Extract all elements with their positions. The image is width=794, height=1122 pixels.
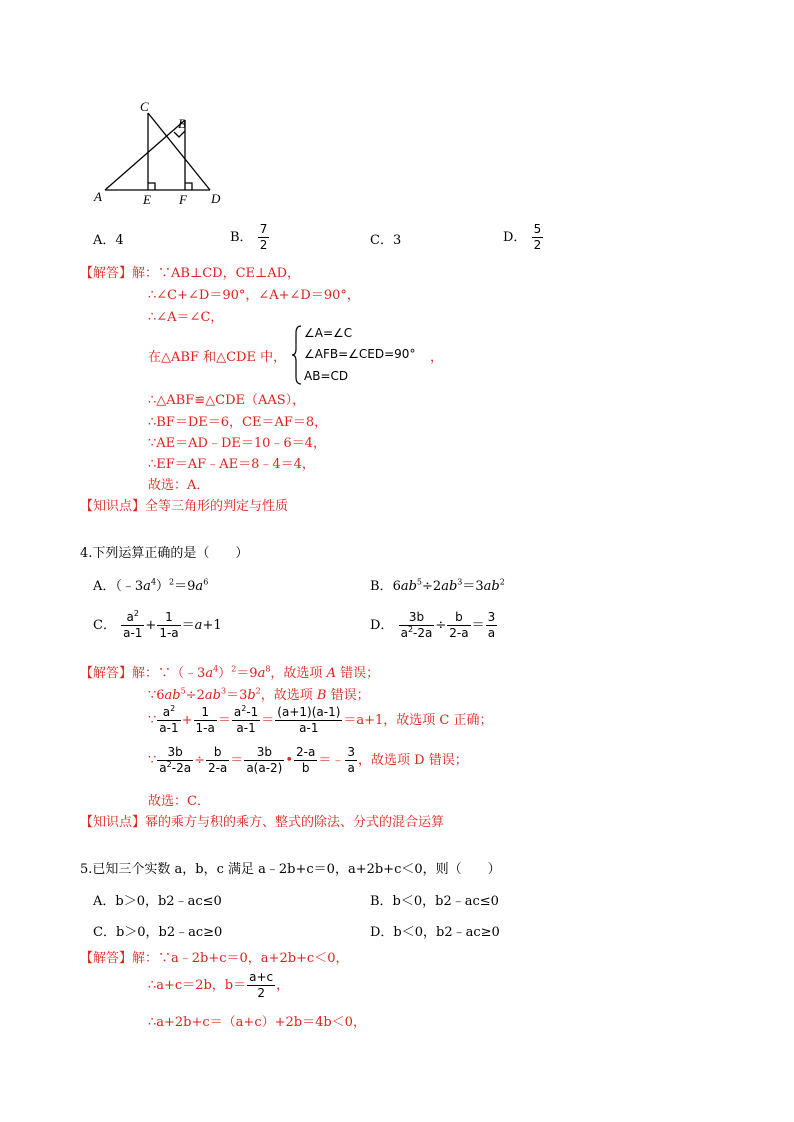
fraction: $\frac{5}{2}$ [533,222,542,252]
option-letter: C． [370,233,393,248]
q5-option-b: B．b＜0，b2﹣ac≤0 [370,894,499,909]
label-c: C [140,99,149,114]
q3-solution-line5: ∴△ABF≌△CDE（AAS）， [148,393,306,408]
q5-stem: 5.已知三个实数 a，b，c 满足 a﹣2b+c＝0，a+2b+c＜0，则（ ） [80,862,501,877]
q3-option-c [370,229,401,248]
q4-sol-d: ∵ $\frac{3b}{a^2-2a}$ ÷ $\frac{b}{2-a}$ ＝ $\frac{3b}{a(a-2)}$ • $\frac{2-a}{b}$ ＝﹣ $\frac{3}{a}$ ，故选项 D 错误； [148,745,468,775]
q4-stem: 4.下列运算正确的是（ ） [80,546,249,561]
label-a: A [94,189,102,204]
solution-tag: 【解答】 [80,266,133,281]
q3-option-d [503,222,544,253]
knowledge-text: 全等三角形的判定与性质 [145,499,289,514]
q3-option-b [230,222,270,253]
q3-solution-line9: 故选：A． [148,478,210,493]
knowledge-tag: 【知识点】 [80,499,146,514]
q3-solution-line3: ∴∠A＝∠C， [148,310,224,325]
q4-option-c: C． $\frac{a^2}{a-1}$ + $\frac{1}{1-a}$ ＝a+1 [93,609,222,640]
q3-solution-line0: 【解答】解：∵AB⊥CD，CE⊥AD， [80,266,301,281]
option-value: 3 [392,233,402,248]
q4-sol-c: ∵ $\frac{a^2}{a-1}$ + $\frac{1}{1-a}$ ＝ $\frac{a^2-1}{a-1}$ ＝ $\frac{(a+1)(a-1)}{a-1}$ ＝a+1，故选项 C 正确； [148,704,493,735]
q4-sol-b: $\because 6ab^5\div 2ab^3=3b^2$，故选项 B 错误； [148,686,370,703]
q3-knowledge [80,495,288,514]
option-letter: B． [230,230,253,245]
q4-option-a: A．$(﹣3a^4)^2=9a^6$ [93,577,209,594]
system-eq-1: ∠A=∠C [304,326,353,340]
q4-option-d: D． $\frac{3b}{a^2-2a}$ ÷ $\frac{b}{2-a}$ ＝ $\frac{3}{a}$ [370,610,496,640]
q4-option-b: B．$6ab^5\div 2ab^3=3ab^2$ [370,577,505,594]
q5-option-a: A．b＞0，b2﹣ac≤0 [93,894,222,909]
q3-option-a [93,229,124,248]
q5-option-d: D．b＜0，b2﹣ac≥0 [370,925,500,940]
system-eq-2: ∠AFB=∠CED=90° [304,347,416,361]
q4-knowledge: 【知识点】幂的乘方与积的乘方、整式的除法、分式的混合运算 [80,815,445,830]
right-angle-b [174,131,185,137]
q3-solution-line7: ∵AE＝AD﹣DE＝10﹣6＝4， [148,436,326,451]
q4-sol-a: 【解答】解：$\because(﹣3a^4)^2=9a^8$，故选项 A 错误； [80,664,380,681]
segment-ab [105,120,185,190]
q3-solution-line6: ∴BF＝DE＝6，CE＝AF＝8， [148,415,328,430]
q5-option-c: C．b＞0，b2﹣ac≥0 [93,925,223,940]
label-e: E [143,192,151,207]
label-d: D [211,191,221,206]
q5-sol-line2: ∴a+c＝2b，b＝ $\frac{a+c}{2}$ ， [148,970,290,1000]
label-f: F [179,192,187,207]
q5-sol-line1: 【解答】解：∵a﹣2b+c＝0，a+2b+c＜0， [80,951,349,966]
option-value: 4 [115,233,124,248]
system-eq-3: AB=CD [304,369,349,383]
right-angle-e [148,183,155,190]
q4-choice: 故选：C． [148,794,210,809]
right-angle-f [185,183,192,190]
q3-solution-line8: ∴EF＝AF﹣AE＝8﹣4＝4， [148,457,315,472]
q3-solution-line4: 在△ABF 和△CDE 中， [148,350,287,365]
q3-solution-line2: ∴∠C+∠D＝90°，∠A+∠D＝90°， [148,288,360,303]
system-brace [292,325,302,385]
option-letter: A． [93,233,116,248]
q5-sol-line3: ∴a+2b+c＝（a+c）+2b＝4b＜0， [148,1015,366,1030]
label-b: B [178,116,186,131]
system-suffix: ， [430,350,444,365]
fraction: $\frac{7}{2}$ [259,222,268,252]
option-letter: D． [503,230,527,245]
triangle-figure [90,95,230,210]
